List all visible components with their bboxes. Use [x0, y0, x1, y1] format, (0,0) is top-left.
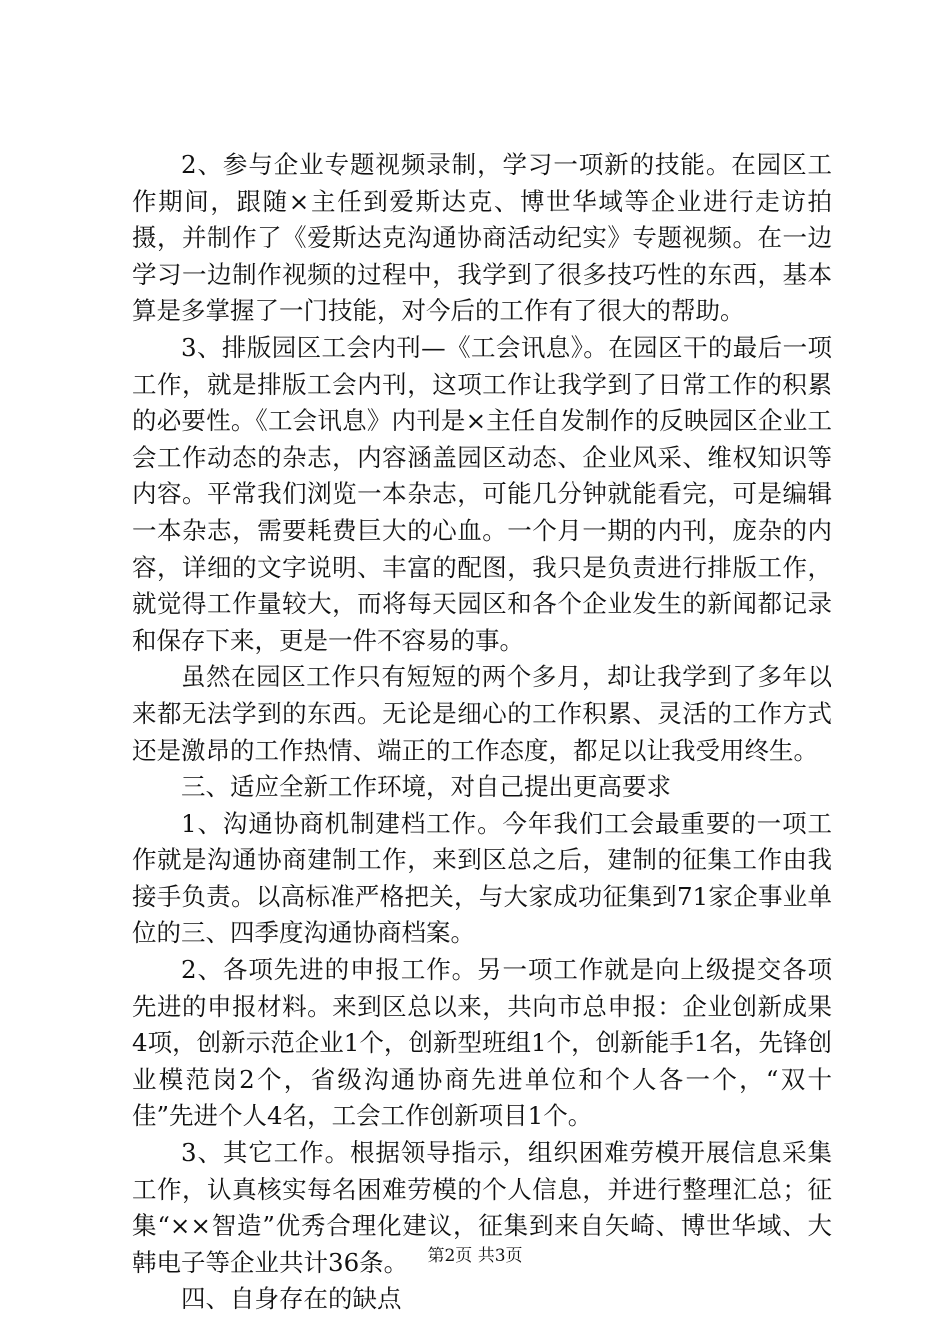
- section-heading-3: 三、适应全新工作环境，对自己提出更高要求: [181, 772, 671, 802]
- paragraph-newsletter-layout: 3、排版园区工会内刊—《工会讯息》。在园区干的最后一项工作，就是排版工会内刊，这项工作让我学到了日常工作的积累的必要性。《工会讯息》内刊是×主任自发制作的反映园区企业工会工作动态的杂志，内容涵盖园区动态、企业风采、维权知识等内容。平常我们浏览一本杂志，可能几分钟就能看完，可是编辑一本杂志，需要耗费巨大的心血。一个月一期的内刊，庞杂的内容，详细的文字说明、丰富的配图，我只是负责进行排版工作，就觉得工作量较大，而将每天园区和各个企业发生的新闻都记录和保存下来，更是一件不容易的事。: [132, 332, 832, 655]
- paragraph-other-work: 3、其它工作。根据领导指示，组织困难劳模开展信息采集工作，认真核实每名困难劳模的个人信息，并进行整理汇总；征集“××智造”优秀合理化建议，征集到来自矢崎、博世华域、大韩电子等企业共计36条。: [132, 1138, 832, 1277]
- paragraph-archive-work: 1、沟通协商机制建档工作。今年我们工会最重要的一项工作就是沟通协商建制工作，来到区总之后，建制的征集工作由我接手负责。以高标准严格把关，与大家成功征集到71家企事业单位的三、四季度沟通协商档案。: [132, 808, 832, 948]
- paragraph-park-summary: 虽然在园区工作只有短短的两个多月，却让我学到了多年以来都无法学到的东西。无论是细心的工作积累、灵活的工作方式还是激昂的工作热情、端正的工作态度，都足以让我受用终生。: [132, 662, 832, 765]
- document-body: [132, 147, 832, 1318]
- paragraph-award-application: 2、各项先进的申报工作。另一项工作就是向上级提交各项先进的申报材料。来到区总以来，共向市总申报：企业创新成果4项，创新示范企业1个，创新型班组1个，创新能手1名，先锋创业模范岗2个，省级沟通协商先进单位和个人各一个，“双十佳”先进个人4名，工会工作创新项目1个。: [132, 955, 832, 1131]
- page-number-footer: 第2页 共3页: [427, 1246, 523, 1266]
- section-heading-4: 四、自身存在的缺点: [181, 1284, 402, 1314]
- paragraph-video-recording: 2、参与企业专题视频录制，学习一项新的技能。在园区工作期间，跟随×主任到爱斯达克、博世华域等企业进行走访拍摄，并制作了《爱斯达克沟通协商活动纪实》专题视频。在一边学习一边制作视频的过程中，我学到了很多技巧性的东西，基本算是多掌握了一门技能，对今后的工作有了很大的帮助。: [132, 150, 832, 326]
